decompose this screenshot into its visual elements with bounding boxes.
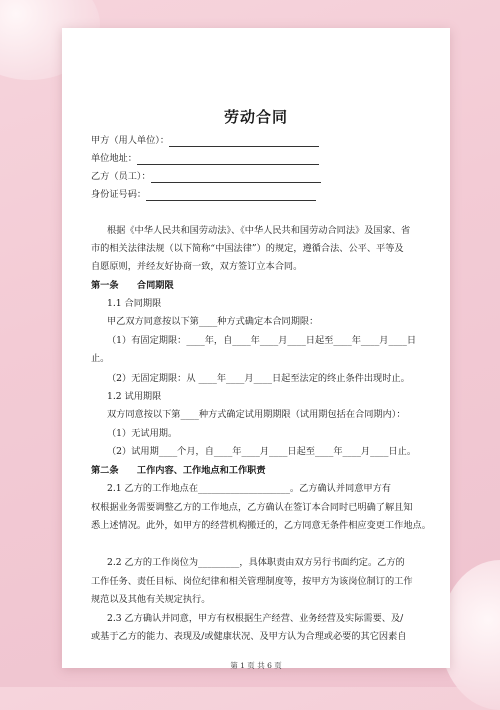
section-2-1-line: 权根据业务需要调整乙方的工作地点，乙方确认在签订本合同时已明确了解且知 (91, 502, 413, 513)
section-2-1-line: 2.1 乙方的工作地点在____________________。乙方确认并同意甲方有 (107, 483, 391, 494)
intro-line: 市的相关法律法规（以下简称“中国法律”）的规定，遵循合法、公平、平等及 (91, 243, 404, 254)
option-fixed-term: （1）有固定期限：____年，自____年____月____日起至____年____月____日 (107, 335, 417, 346)
section-2-2-line: 2.2 乙方的工作岗位为_________，具体职责由双方另行书面约定。乙方的 (107, 557, 405, 568)
section-2-1-line: 悉上述情况。此外，如甲方的经营机构搬迁的，乙方同意无条件相应变更工作地点。 (91, 520, 431, 531)
section-1-1-text: 甲乙双方同意按以下第____种方式确定本合同期限： (107, 316, 319, 327)
section-1-2-heading: 1.2 试用期限 (107, 391, 162, 402)
party-b-field (91, 170, 321, 183)
section-1-1-heading: 1.1 合同期限 (107, 298, 162, 309)
address-label: 单位地址： (91, 153, 137, 164)
option-fixed-term-end: 止。 (91, 353, 110, 364)
option-no-probation: （1）无试用期。 (107, 428, 178, 439)
section-2-3-line: 2.3 乙方确认并同意，甲方有权根据生产经营、业务经营及实际需要、及/ (107, 613, 404, 624)
document-page (62, 28, 450, 668)
document-title: 劳动合同 (223, 108, 288, 126)
party-a-label: 甲方（用人单位）： (91, 135, 170, 146)
intro-line: 根据《中华人民共和国劳动法》、《中华人民共和国劳动合同法》及国家、省 (107, 225, 411, 236)
id-number-input-line[interactable] (146, 189, 316, 201)
party-a-field (91, 134, 319, 147)
article-2-heading: 第二条 工作内容、工作地点和工作职责 (91, 465, 266, 476)
option-open-term: （2）无固定期限：从 ____年____月____日起至法定的终止条件出现时止。 (107, 373, 410, 384)
address-input-line[interactable] (137, 153, 319, 165)
section-2-3-line: 或基于乙方的能力、表现及/或健康状况、及甲方认为合理或必要的其它因素自 (91, 631, 407, 642)
page-footer: 第 1 页 共 6 页 (230, 661, 282, 670)
section-1-2-text: 双方同意按以下第____种方式确定试用期期限（试用期包括在合同期内）： (107, 409, 406, 420)
party-b-input-line[interactable] (151, 171, 321, 183)
party-b-label: 乙方（员工）： (91, 171, 151, 182)
option-probation: （2）试用期____个月，自____年____月____日起至____年____月____日止。 (107, 446, 417, 457)
id-number-field (91, 188, 316, 201)
party-a-input-line[interactable] (169, 135, 319, 147)
section-2-2-line: 规范以及其他有关规定执行。 (91, 594, 211, 605)
id-number-label: 身份证号码： (91, 189, 147, 200)
section-2-2-line: 工作任务、责任目标、岗位纪律和相关管理制度等，按甲方为该岗位制订的工作 (91, 576, 413, 587)
address-field (91, 152, 319, 165)
intro-line: 自愿原则，并经友好协商一致，双方签订立本合同。 (91, 261, 303, 272)
article-1-heading: 第一条 合同期限 (91, 280, 174, 291)
